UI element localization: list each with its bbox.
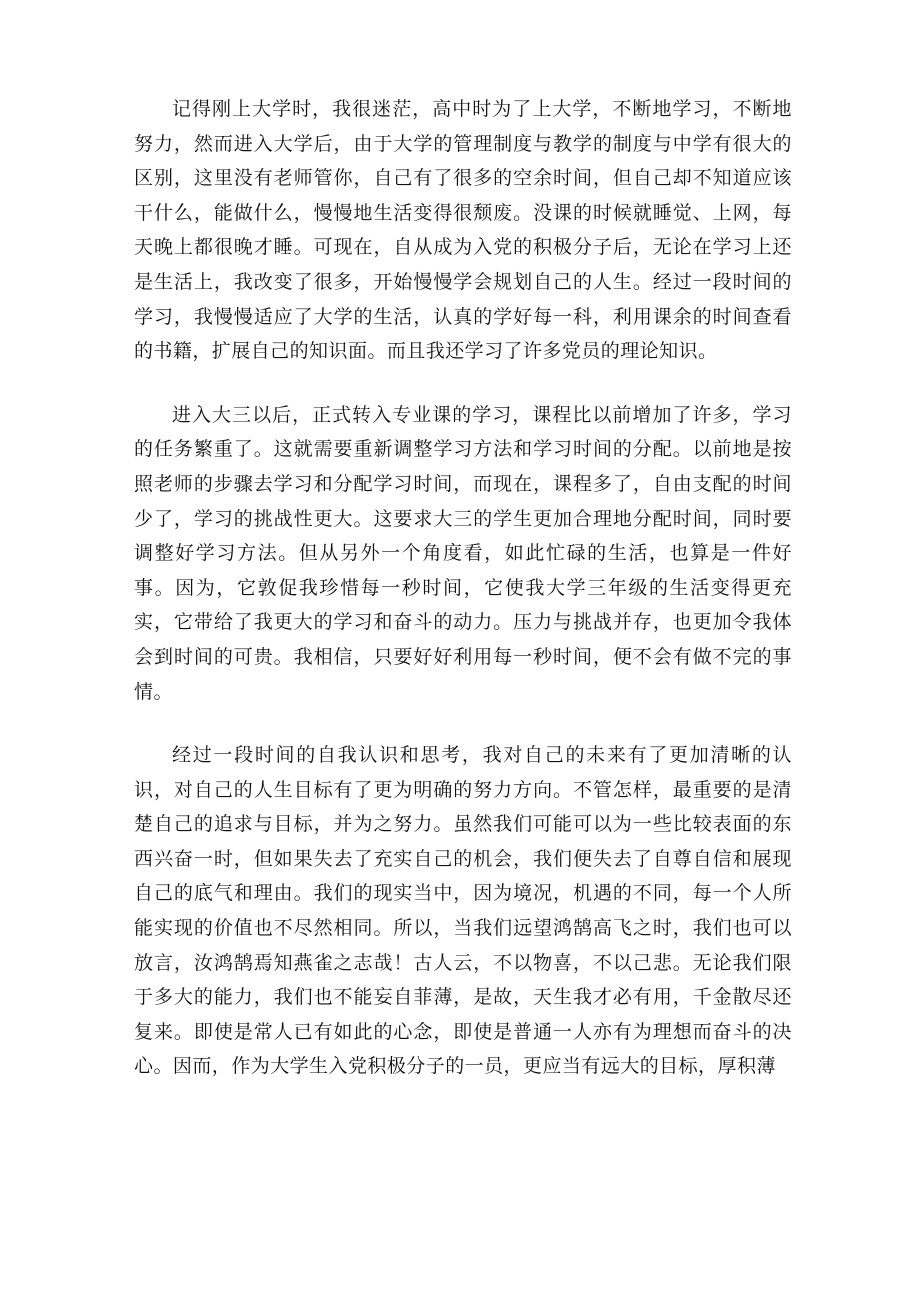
paragraph-3: 经过一段时间的自我认识和思考，我对自己的未来有了更加清晰的认识，对自己的人生目标有了更为明确的努力方向。不管怎样，最重要的是清楚自己的追求与目标，并为之努力。虽然我们可能可以为一些比较表面的东西兴奋一时，但如果失去了充实自己的机会，我们便失去了自尊自信和展现自己的底气和理由。我们的现实当中，因为境况，机遇的不同，每一个人所能实现的价值也不尽然相同。所以，当我们远望鸿鹄高飞之时，我们也可以放言，汝鸿鹄焉知燕雀之志哉！古人云，不以物喜，不以己悲。无论我们限于多大的能力，我们也不能妄自菲薄，是故，天生我才必有用，千金散尽还复来。即使是常人已有如此的心念，即使是普通一人亦有为理想而奋斗的决心。因而，作为大学生入党积极分子的一员，更应当有远大的目标，厚积薄 — [134, 744, 792, 1078]
paragraph-1: 记得刚上大学时，我很迷茫，高中时为了上大学，不断地学习，不断地努力，然而进入大学后，由于大学的管理制度与教学的制度与中学有很大的区别，这里没有老师管你，自己有了很多的空余时间，但自己却不知道应该干什么，能做什么，慢慢地生活变得很颓废。没课的时候就睡觉、上网，每天晚上都很晚才睡。可现在，自从成为入党的积极分子后，无论在学习上还是生活上，我改变了很多，开始慢慢学会规划自己的人生。经过一段时间的学习，我慢慢适应了大学的生活，认真的学好每一科，利用课余的时间查看的书籍，扩展自己的知识面。而且我还学习了许多党员的理论知识。 — [134, 98, 792, 363]
paragraph-2: 进入大三以后，正式转入专业课的学习，课程比以前增加了许多，学习的任务繁重了。这就需要重新调整学习方法和学习时间的分配。以前地是按照老师的步骤去学习和分配学习时间，而现在，课程多了，自由支配的时间少了，学习的挑战性更大。这要求大三的学生更加合理地分配时间，同时要调整好学习方法。但从另外一个角度看，如此忙碌的生活，也算是一件好事。因为，它敦促我珍惜每一秒时间，它使我大学三年级的生活变得更充实，它带给了我更大的学习和奋斗的动力。压力与挑战并存，也更加令我体会到时间的可贵。我相信，只要好好利用每一秒时间，便不会有做不完的事情。 — [134, 403, 792, 703]
document-body — [134, 92, 792, 1084]
